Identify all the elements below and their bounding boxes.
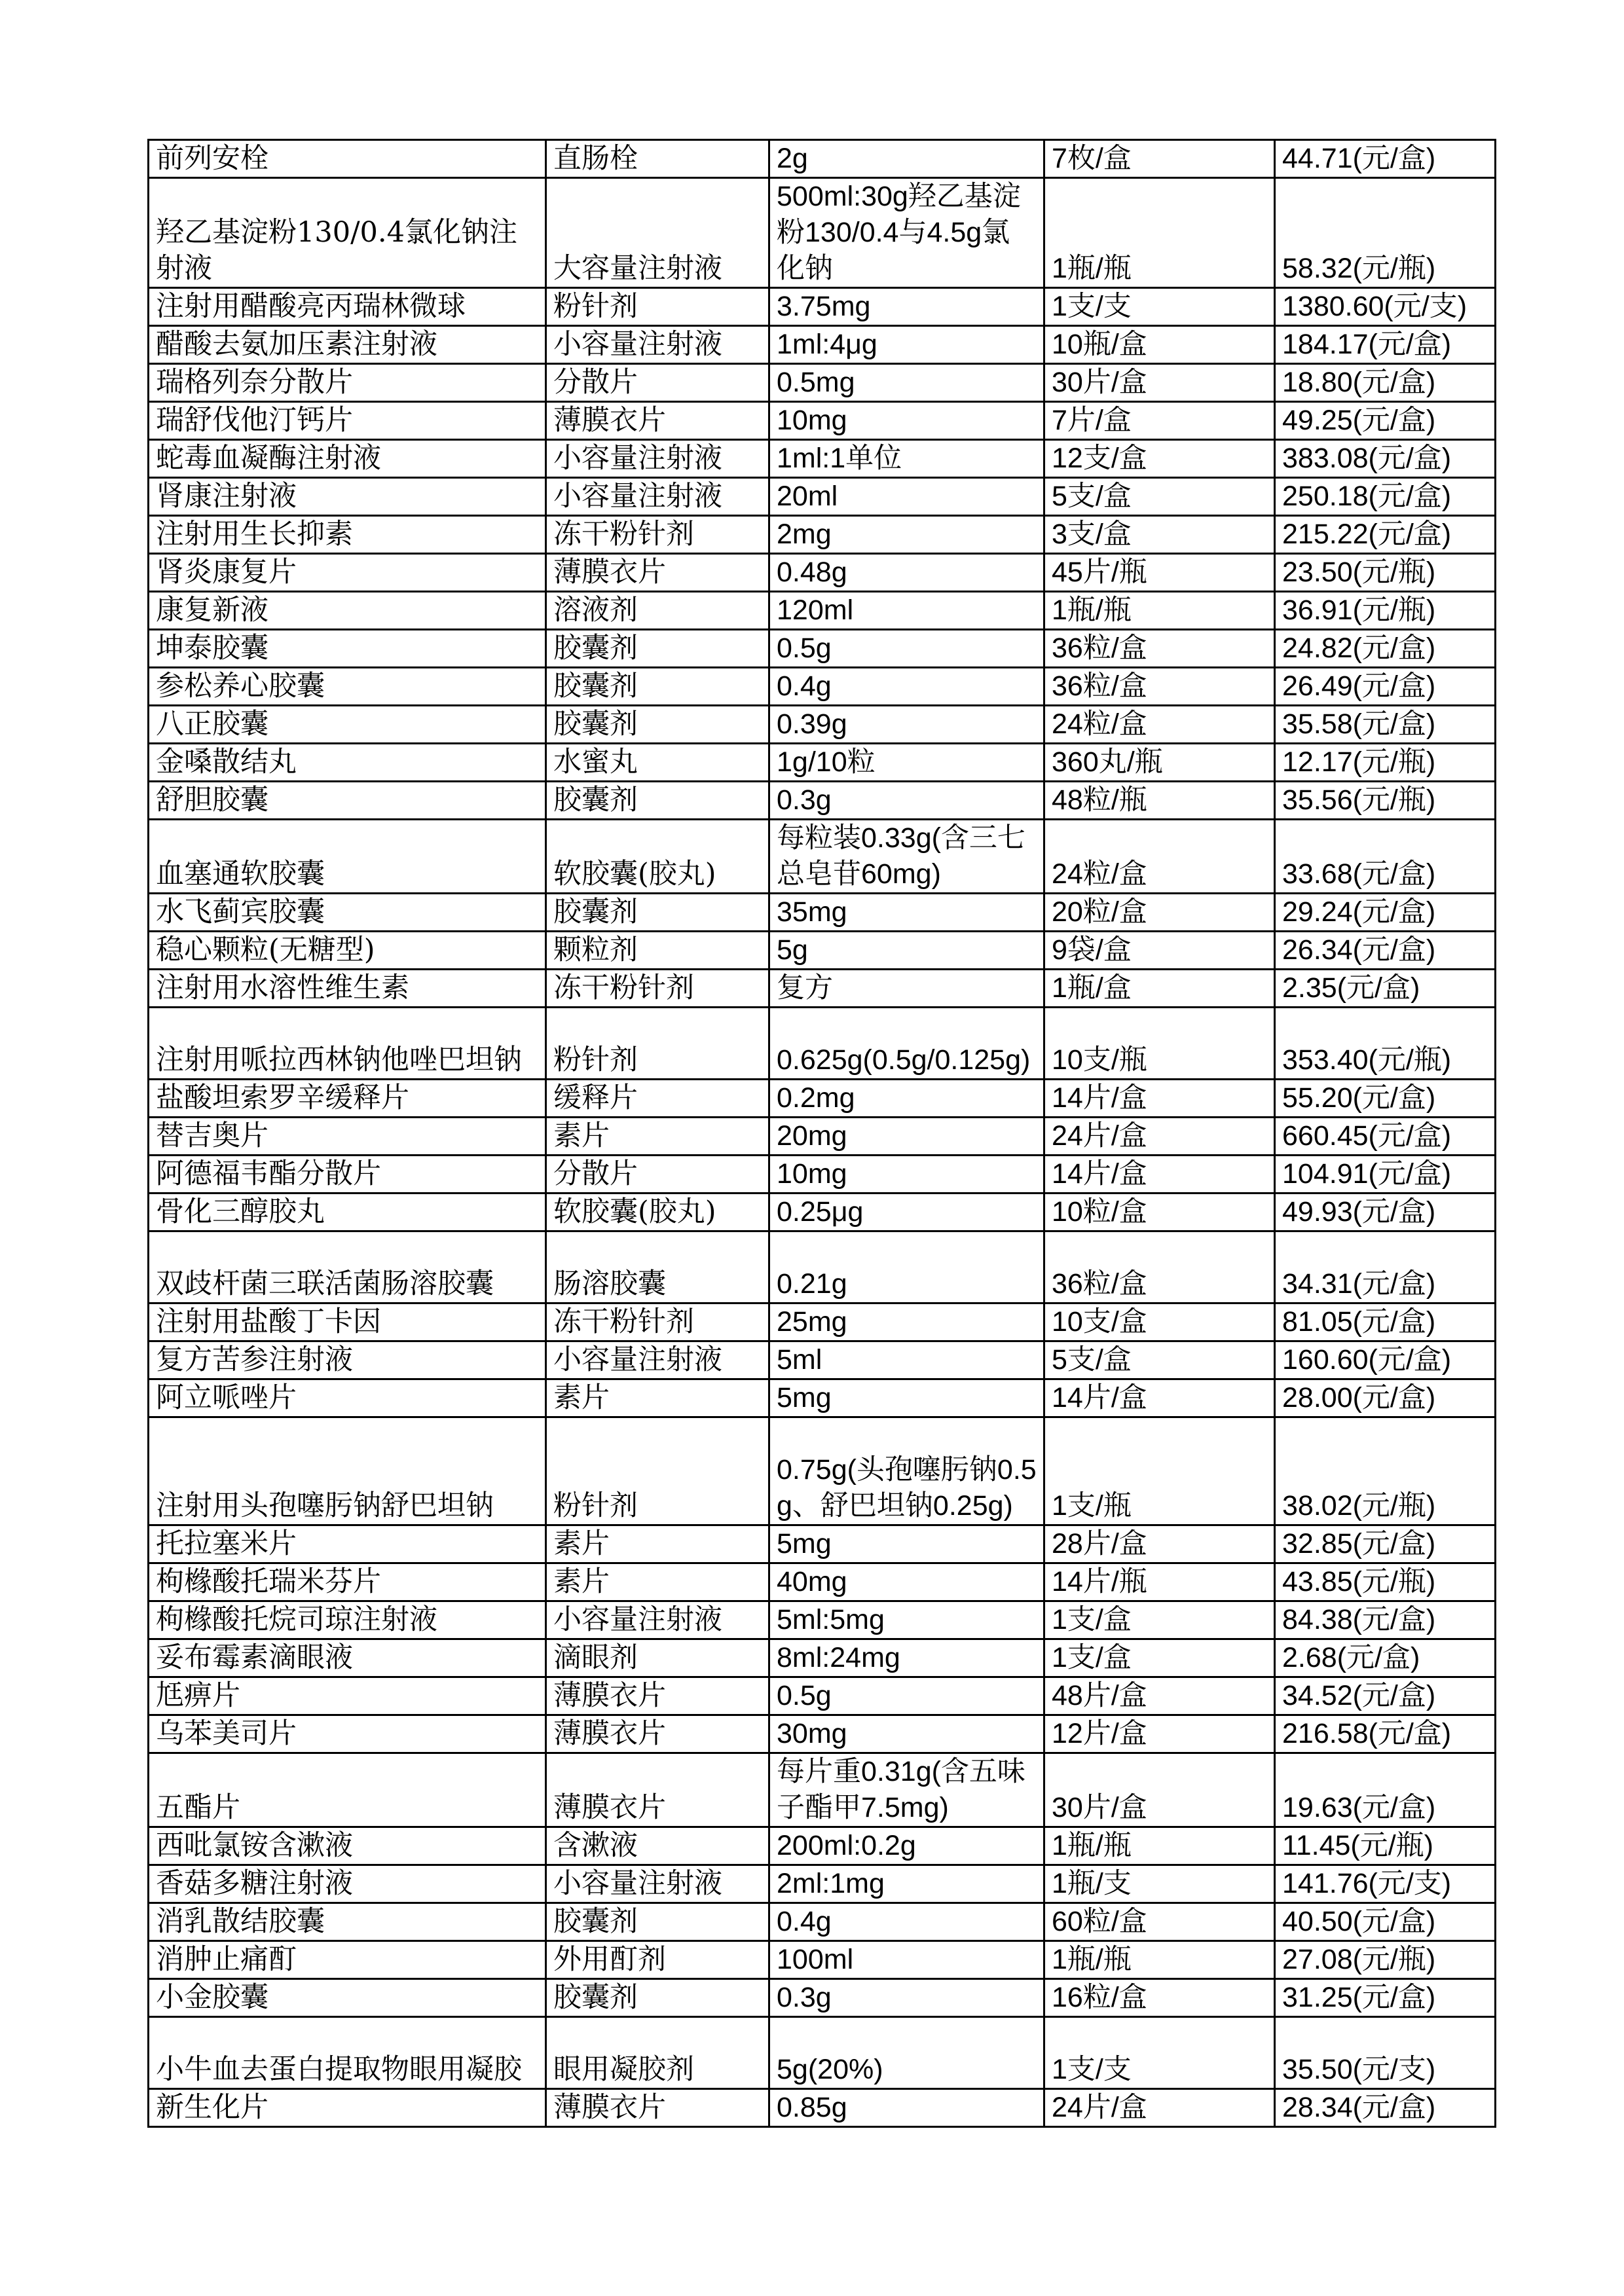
table-row <box>149 1979 1496 2017</box>
package-cell: 1支/支 <box>1044 288 1275 326</box>
package-cell: 1瓶/支 <box>1044 1865 1275 1903</box>
specification-cell: 20mg <box>769 1118 1044 1156</box>
price-cell: 33.68(元/盒) <box>1275 820 1496 894</box>
drug-name-cell: 妥布霉素滴眼液 <box>149 1639 546 1677</box>
table-row <box>149 1118 1496 1156</box>
specification-cell: 0.75g(头孢噻肟钠0.5g、舒巴坦钠0.25g) <box>769 1417 1044 1525</box>
price-cell: 216.58(元/盒) <box>1275 1715 1496 1753</box>
package-cell: 7片/盒 <box>1044 402 1275 440</box>
price-cell: 34.31(元/盒) <box>1275 1231 1496 1303</box>
package-cell: 1支/盒 <box>1044 1601 1275 1639</box>
price-cell: 29.24(元/盒) <box>1275 894 1496 932</box>
table-row <box>149 288 1496 326</box>
drug-name-cell: 注射用头孢噻肟钠舒巴坦钠 <box>149 1417 546 1525</box>
drug-name-cell: 瑞格列奈分散片 <box>149 364 546 402</box>
table-row <box>149 1525 1496 1563</box>
drug-name-cell: 注射用哌拉西林钠他唑巴坦钠 <box>149 1008 546 1080</box>
package-cell: 9袋/盒 <box>1044 932 1275 970</box>
price-cell: 184.17(元/盒) <box>1275 326 1496 364</box>
package-cell: 60粒/盒 <box>1044 1903 1275 1941</box>
price-cell: 44.71(元/盒) <box>1275 140 1496 178</box>
dosage-form-cell: 薄膜衣片 <box>546 2089 769 2127</box>
table-row <box>149 2017 1496 2089</box>
specification-cell: 10mg <box>769 1156 1044 1194</box>
table-body <box>149 140 1496 2127</box>
specification-cell: 0.3g <box>769 1979 1044 2017</box>
table-row <box>149 1677 1496 1715</box>
drug-name-cell: 注射用醋酸亮丙瑞林微球 <box>149 288 546 326</box>
price-cell: 58.32(元/瓶) <box>1275 178 1496 288</box>
dosage-form-cell: 滴眼剂 <box>546 1639 769 1677</box>
price-cell: 24.82(元/盒) <box>1275 630 1496 668</box>
price-cell: 40.50(元/盒) <box>1275 1903 1496 1941</box>
package-cell: 10粒/盒 <box>1044 1194 1275 1231</box>
dosage-form-cell: 软胶囊(胶丸) <box>546 1194 769 1231</box>
dosage-form-cell: 素片 <box>546 1525 769 1563</box>
dosage-form-cell: 薄膜衣片 <box>546 554 769 592</box>
specification-cell: 500ml:30g羟乙基淀粉130/0.4与4.5g氯化钠 <box>769 178 1044 288</box>
drug-name-cell: 消乳散结胶囊 <box>149 1903 546 1941</box>
drug-name-cell: 金嗓散结丸 <box>149 744 546 782</box>
dosage-form-cell: 粉针剂 <box>546 288 769 326</box>
drug-name-cell: 阿立哌唑片 <box>149 1379 546 1417</box>
specification-cell: 每片重0.31g(含五味子酯甲7.5mg) <box>769 1753 1044 1827</box>
specification-cell: 200ml:0.2g <box>769 1827 1044 1865</box>
table-row <box>149 1563 1496 1601</box>
dosage-form-cell: 冻干粉针剂 <box>546 516 769 554</box>
drug-name-cell: 小牛血去蛋白提取物眼用凝胶 <box>149 2017 546 2089</box>
specification-cell: 1ml:1单位 <box>769 440 1044 478</box>
dosage-form-cell: 素片 <box>546 1118 769 1156</box>
table-row <box>149 1303 1496 1341</box>
drug-name-cell: 参松养心胶囊 <box>149 668 546 706</box>
package-cell: 5支/盒 <box>1044 1341 1275 1379</box>
drug-name-cell: 西吡氯铵含漱液 <box>149 1827 546 1865</box>
drug-name-cell: 八正胶囊 <box>149 706 546 744</box>
drug-name-cell: 骨化三醇胶丸 <box>149 1194 546 1231</box>
dosage-form-cell: 胶囊剂 <box>546 894 769 932</box>
dosage-form-cell: 分散片 <box>546 1156 769 1194</box>
drug-name-cell: 盐酸坦索罗辛缓释片 <box>149 1080 546 1118</box>
table-row <box>149 932 1496 970</box>
table-row <box>149 1341 1496 1379</box>
price-cell: 12.17(元/瓶) <box>1275 744 1496 782</box>
price-cell: 27.08(元/瓶) <box>1275 1941 1496 1979</box>
price-cell: 55.20(元/盒) <box>1275 1080 1496 1118</box>
dosage-form-cell: 素片 <box>546 1563 769 1601</box>
package-cell: 24粒/盒 <box>1044 820 1275 894</box>
specification-cell: 40mg <box>769 1563 1044 1601</box>
dosage-form-cell: 胶囊剂 <box>546 630 769 668</box>
specification-cell: 每粒装0.33g(含三七总皂苷60mg) <box>769 820 1044 894</box>
drug-price-table <box>147 139 1496 2128</box>
drug-name-cell: 小金胶囊 <box>149 1979 546 2017</box>
dosage-form-cell: 胶囊剂 <box>546 1903 769 1941</box>
dosage-form-cell: 缓释片 <box>546 1080 769 1118</box>
price-cell: 2.35(元/盒) <box>1275 970 1496 1008</box>
specification-cell: 1g/10粒 <box>769 744 1044 782</box>
specification-cell: 5mg <box>769 1525 1044 1563</box>
drug-name-cell: 阿德福韦酯分散片 <box>149 1156 546 1194</box>
specification-cell: 0.85g <box>769 2089 1044 2127</box>
drug-name-cell: 水飞蓟宾胶囊 <box>149 894 546 932</box>
package-cell: 12支/盒 <box>1044 440 1275 478</box>
dosage-form-cell: 胶囊剂 <box>546 706 769 744</box>
dosage-form-cell: 分散片 <box>546 364 769 402</box>
specification-cell: 5g(20%) <box>769 2017 1044 2089</box>
drug-name-cell: 乌苯美司片 <box>149 1715 546 1753</box>
price-cell: 660.45(元/盒) <box>1275 1118 1496 1156</box>
specification-cell: 1ml:4μg <box>769 326 1044 364</box>
dosage-form-cell: 薄膜衣片 <box>546 402 769 440</box>
price-cell: 18.80(元/盒) <box>1275 364 1496 402</box>
dosage-form-cell: 胶囊剂 <box>546 782 769 820</box>
price-cell: 11.45(元/瓶) <box>1275 1827 1496 1865</box>
package-cell: 14片/盒 <box>1044 1080 1275 1118</box>
dosage-form-cell: 素片 <box>546 1379 769 1417</box>
package-cell: 12片/盒 <box>1044 1715 1275 1753</box>
package-cell: 1支/瓶 <box>1044 1417 1275 1525</box>
specification-cell: 0.39g <box>769 706 1044 744</box>
price-cell: 104.91(元/盒) <box>1275 1156 1496 1194</box>
drug-name-cell: 肾炎康复片 <box>149 554 546 592</box>
price-cell: 36.91(元/瓶) <box>1275 592 1496 630</box>
package-cell: 1支/支 <box>1044 2017 1275 2089</box>
specification-cell: 0.4g <box>769 1903 1044 1941</box>
dosage-form-cell: 大容量注射液 <box>546 178 769 288</box>
table-row <box>149 516 1496 554</box>
price-cell: 35.56(元/瓶) <box>1275 782 1496 820</box>
price-cell: 215.22(元/盒) <box>1275 516 1496 554</box>
package-cell: 14片/盒 <box>1044 1156 1275 1194</box>
package-cell: 1瓶/盒 <box>1044 970 1275 1008</box>
package-cell: 24片/盒 <box>1044 2089 1275 2127</box>
table-row <box>149 668 1496 706</box>
price-cell: 28.00(元/盒) <box>1275 1379 1496 1417</box>
specification-cell: 0.2mg <box>769 1080 1044 1118</box>
specification-cell: 0.5g <box>769 1677 1044 1715</box>
price-cell: 23.50(元/瓶) <box>1275 554 1496 592</box>
drug-name-cell: 香菇多糖注射液 <box>149 1865 546 1903</box>
specification-cell: 5g <box>769 932 1044 970</box>
drug-name-cell: 枸橼酸托瑞米芬片 <box>149 1563 546 1601</box>
specification-cell: 8ml:24mg <box>769 1639 1044 1677</box>
drug-name-cell: 瑞舒伐他汀钙片 <box>149 402 546 440</box>
drug-name-cell: 坤泰胶囊 <box>149 630 546 668</box>
dosage-form-cell: 胶囊剂 <box>546 668 769 706</box>
drug-name-cell: 稳心颗粒(无糖型) <box>149 932 546 970</box>
table-row <box>149 364 1496 402</box>
specification-cell: 2g <box>769 140 1044 178</box>
price-cell: 19.63(元/盒) <box>1275 1753 1496 1827</box>
table-row <box>149 326 1496 364</box>
table-row <box>149 478 1496 516</box>
price-cell: 141.76(元/支) <box>1275 1865 1496 1903</box>
table-row <box>149 1379 1496 1417</box>
table-row <box>149 2089 1496 2127</box>
specification-cell: 2mg <box>769 516 1044 554</box>
drug-name-cell: 蛇毒血凝酶注射液 <box>149 440 546 478</box>
package-cell: 20粒/盒 <box>1044 894 1275 932</box>
price-cell: 353.40(元/瓶) <box>1275 1008 1496 1080</box>
dosage-form-cell: 冻干粉针剂 <box>546 970 769 1008</box>
table-row <box>149 1601 1496 1639</box>
table-row <box>149 706 1496 744</box>
table-row <box>149 554 1496 592</box>
dosage-form-cell: 眼用凝胶剂 <box>546 2017 769 2089</box>
drug-name-cell: 康复新液 <box>149 592 546 630</box>
package-cell: 24粒/盒 <box>1044 706 1275 744</box>
price-cell: 1380.60(元/支) <box>1275 288 1496 326</box>
specification-cell: 5ml:5mg <box>769 1601 1044 1639</box>
dosage-form-cell: 直肠栓 <box>546 140 769 178</box>
dosage-form-cell: 外用酊剂 <box>546 1941 769 1979</box>
package-cell: 10瓶/盒 <box>1044 326 1275 364</box>
package-cell: 1瓶/瓶 <box>1044 1941 1275 1979</box>
table-row <box>149 402 1496 440</box>
drug-name-cell: 替吉奥片 <box>149 1118 546 1156</box>
specification-cell: 0.5g <box>769 630 1044 668</box>
dosage-form-cell: 小容量注射液 <box>546 1601 769 1639</box>
package-cell: 14片/瓶 <box>1044 1563 1275 1601</box>
price-cell: 35.50(元/支) <box>1275 2017 1496 2089</box>
package-cell: 1支/盒 <box>1044 1639 1275 1677</box>
package-cell: 1瓶/瓶 <box>1044 1827 1275 1865</box>
table-row <box>149 1156 1496 1194</box>
drug-name-cell: 新生化片 <box>149 2089 546 2127</box>
package-cell: 16粒/盒 <box>1044 1979 1275 2017</box>
dosage-form-cell: 粉针剂 <box>546 1417 769 1525</box>
drug-name-cell: 消肿止痛酊 <box>149 1941 546 1979</box>
package-cell: 10支/瓶 <box>1044 1008 1275 1080</box>
package-cell: 3支/盒 <box>1044 516 1275 554</box>
table-row <box>149 1903 1496 1941</box>
dosage-form-cell: 含漱液 <box>546 1827 769 1865</box>
price-cell: 49.93(元/盒) <box>1275 1194 1496 1231</box>
table-row <box>149 1417 1496 1525</box>
price-cell: 383.08(元/盒) <box>1275 440 1496 478</box>
package-cell: 36粒/盒 <box>1044 630 1275 668</box>
table-row <box>149 1827 1496 1865</box>
drug-name-cell: 双歧杆菌三联活菌肠溶胶囊 <box>149 1231 546 1303</box>
price-cell: 43.85(元/瓶) <box>1275 1563 1496 1601</box>
specification-cell: 0.48g <box>769 554 1044 592</box>
drug-name-cell: 五酯片 <box>149 1753 546 1827</box>
package-cell: 48粒/瓶 <box>1044 782 1275 820</box>
price-cell: 160.60(元/盒) <box>1275 1341 1496 1379</box>
price-cell: 31.25(元/盒) <box>1275 1979 1496 2017</box>
specification-cell: 35mg <box>769 894 1044 932</box>
dosage-form-cell: 薄膜衣片 <box>546 1753 769 1827</box>
drug-name-cell: 注射用水溶性维生素 <box>149 970 546 1008</box>
price-cell: 49.25(元/盒) <box>1275 402 1496 440</box>
table-row <box>149 970 1496 1008</box>
package-cell: 14片/盒 <box>1044 1379 1275 1417</box>
package-cell: 48片/盒 <box>1044 1677 1275 1715</box>
table-row <box>149 630 1496 668</box>
price-cell: 26.34(元/盒) <box>1275 932 1496 970</box>
drug-name-cell: 复方苦参注射液 <box>149 1341 546 1379</box>
package-cell: 24片/盒 <box>1044 1118 1275 1156</box>
specification-cell: 复方 <box>769 970 1044 1008</box>
specification-cell: 0.4g <box>769 668 1044 706</box>
specification-cell: 2ml:1mg <box>769 1865 1044 1903</box>
price-cell: 28.34(元/盒) <box>1275 2089 1496 2127</box>
price-cell: 34.52(元/盒) <box>1275 1677 1496 1715</box>
dosage-form-cell: 小容量注射液 <box>546 478 769 516</box>
drug-name-cell: 托拉塞米片 <box>149 1525 546 1563</box>
package-cell: 360丸/瓶 <box>1044 744 1275 782</box>
specification-cell: 5ml <box>769 1341 1044 1379</box>
drug-name-cell: 羟乙基淀粉130/0.4氯化钠注射液 <box>149 178 546 288</box>
package-cell: 10支/盒 <box>1044 1303 1275 1341</box>
table-row <box>149 1194 1496 1231</box>
dosage-form-cell: 溶液剂 <box>546 592 769 630</box>
drug-name-cell: 枸橼酸托烷司琼注射液 <box>149 1601 546 1639</box>
drug-name-cell: 舒胆胶囊 <box>149 782 546 820</box>
table-row <box>149 1080 1496 1118</box>
drug-name-cell: 尪痹片 <box>149 1677 546 1715</box>
drug-name-cell: 注射用生长抑素 <box>149 516 546 554</box>
price-cell: 84.38(元/盒) <box>1275 1601 1496 1639</box>
dosage-form-cell: 软胶囊(胶丸) <box>546 820 769 894</box>
price-cell: 250.18(元/盒) <box>1275 478 1496 516</box>
table-row <box>149 178 1496 288</box>
dosage-form-cell: 小容量注射液 <box>546 326 769 364</box>
dosage-form-cell: 胶囊剂 <box>546 1979 769 2017</box>
package-cell: 36粒/盒 <box>1044 1231 1275 1303</box>
table-row <box>149 1008 1496 1080</box>
specification-cell: 5mg <box>769 1379 1044 1417</box>
price-cell: 2.68(元/盒) <box>1275 1639 1496 1677</box>
table-row <box>149 1865 1496 1903</box>
specification-cell: 120ml <box>769 592 1044 630</box>
table-row <box>149 140 1496 178</box>
specification-cell: 0.5mg <box>769 364 1044 402</box>
table-row <box>149 744 1496 782</box>
table-row <box>149 592 1496 630</box>
dosage-form-cell: 颗粒剂 <box>546 932 769 970</box>
table-row <box>149 1639 1496 1677</box>
specification-cell: 0.21g <box>769 1231 1044 1303</box>
package-cell: 30片/盒 <box>1044 1753 1275 1827</box>
specification-cell: 20ml <box>769 478 1044 516</box>
dosage-form-cell: 薄膜衣片 <box>546 1677 769 1715</box>
dosage-form-cell: 肠溶胶囊 <box>546 1231 769 1303</box>
specification-cell: 30mg <box>769 1715 1044 1753</box>
table-row <box>149 894 1496 932</box>
specification-cell: 0.3g <box>769 782 1044 820</box>
table-row <box>149 1941 1496 1979</box>
dosage-form-cell: 粉针剂 <box>546 1008 769 1080</box>
drug-name-cell: 前列安栓 <box>149 140 546 178</box>
package-cell: 7枚/盒 <box>1044 140 1275 178</box>
price-cell: 38.02(元/瓶) <box>1275 1417 1496 1525</box>
drug-name-cell: 血塞通软胶囊 <box>149 820 546 894</box>
drug-name-cell: 肾康注射液 <box>149 478 546 516</box>
package-cell: 45片/瓶 <box>1044 554 1275 592</box>
dosage-form-cell: 小容量注射液 <box>546 1865 769 1903</box>
dosage-form-cell: 薄膜衣片 <box>546 1715 769 1753</box>
price-cell: 26.49(元/盒) <box>1275 668 1496 706</box>
package-cell: 1瓶/瓶 <box>1044 592 1275 630</box>
package-cell: 28片/盒 <box>1044 1525 1275 1563</box>
dosage-form-cell: 水蜜丸 <box>546 744 769 782</box>
specification-cell: 0.625g(0.5g/0.125g) <box>769 1008 1044 1080</box>
dosage-form-cell: 小容量注射液 <box>546 1341 769 1379</box>
table-row <box>149 1715 1496 1753</box>
price-cell: 35.58(元/盒) <box>1275 706 1496 744</box>
package-cell: 30片/盒 <box>1044 364 1275 402</box>
specification-cell: 3.75mg <box>769 288 1044 326</box>
table-row <box>149 1231 1496 1303</box>
price-cell: 81.05(元/盒) <box>1275 1303 1496 1341</box>
package-cell: 1瓶/瓶 <box>1044 178 1275 288</box>
package-cell: 5支/盒 <box>1044 478 1275 516</box>
table-row <box>149 1753 1496 1827</box>
specification-cell: 25mg <box>769 1303 1044 1341</box>
drug-name-cell: 注射用盐酸丁卡因 <box>149 1303 546 1341</box>
specification-cell: 10mg <box>769 402 1044 440</box>
table-row <box>149 440 1496 478</box>
dosage-form-cell: 小容量注射液 <box>546 440 769 478</box>
drug-name-cell: 醋酸去氨加压素注射液 <box>149 326 546 364</box>
specification-cell: 0.25μg <box>769 1194 1044 1231</box>
price-cell: 32.85(元/盒) <box>1275 1525 1496 1563</box>
dosage-form-cell: 冻干粉针剂 <box>546 1303 769 1341</box>
table-row <box>149 782 1496 820</box>
package-cell: 36粒/盒 <box>1044 668 1275 706</box>
table-row <box>149 820 1496 894</box>
specification-cell: 100ml <box>769 1941 1044 1979</box>
